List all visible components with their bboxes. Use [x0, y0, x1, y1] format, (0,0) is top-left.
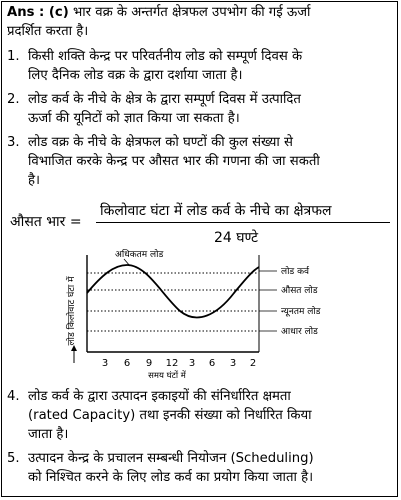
x-tick: 6 — [208, 358, 216, 369]
formula-lhs: औसत भार = — [10, 214, 82, 230]
x-tick: 12 — [165, 358, 179, 369]
point-number: 3. — [7, 135, 20, 150]
x-tick: 9 — [145, 358, 153, 369]
point-1-line-2: लिए दैनिक लोड वक्र के द्वारा दर्शाया जाता है। — [28, 68, 243, 83]
x-tick: 6 — [123, 358, 131, 369]
point-5-line-1: उत्पादन केन्द्र के प्रचालन सम्बन्धी नियोजन (Scheduling) — [28, 451, 314, 466]
point-4-line-1: लोड कर्व के द्वारा उत्पादन इकाइयों की संनिर्धारित क्षमता — [28, 389, 291, 404]
graph-xlabel: समय घंटों में — [148, 371, 186, 381]
x-tick: 3 — [229, 358, 237, 369]
answer-prefix: Ans : (c) — [7, 5, 69, 20]
point-5-line-2: को निश्चित करने के लिए लोड कर्व का प्रयोग किया जाता है। — [28, 470, 314, 485]
x-tick: 3 — [101, 358, 109, 369]
point-4-line-2: (rated Capacity) तथा इनकी संख्या को निर्धारित किया — [28, 408, 312, 423]
answer-card — [1, 1, 398, 497]
point-2-line-2: ऊर्जा की यूनिटों को ज्ञात किया जा सकता है। — [28, 111, 240, 126]
fraction-bar — [96, 222, 390, 223]
answer-intro-text: भार वक्र के अन्तर्गत क्षेत्रफल उपभोग की गई ऊर्जा — [72, 5, 311, 20]
x-tick-labels — [102, 358, 256, 369]
point-3-line-1: लोड वक्र के नीचे के क्षेत्रफल को घण्टों की कुल संख्या से — [28, 135, 293, 150]
point-number: 5. — [7, 451, 20, 466]
point-number: 1. — [7, 49, 20, 64]
x-tick: 2 — [249, 358, 257, 369]
label-average-load: औसत लोड — [281, 286, 318, 296]
label-base-load: आधार लोड — [281, 327, 318, 337]
answer-intro-line1 — [7, 4, 310, 21]
formula-denominator: 24 घण्टे — [214, 230, 259, 246]
point-4-line-3: जाता है। — [28, 427, 69, 442]
label-minimum-load: न्यूनतम लोड — [281, 307, 321, 317]
point-1-line-1: किसी शक्ति केन्द्र पर परिवर्तनीय लोड को सम्पूर्ण दिवस के — [28, 49, 303, 64]
answer-intro-line2: प्रदर्शित करता है। — [7, 24, 89, 39]
point-3-line-3: है। — [28, 173, 41, 188]
point-number: 4. — [7, 389, 20, 404]
point-3-line-2: विभाजित करके केन्द्र पर औसत भार की गणना की जा सकती — [28, 154, 320, 169]
graph-ylabel: लोड किलोवाट घंटा में — [67, 276, 77, 346]
label-load-curve: लोड कर्व — [281, 267, 310, 277]
point-number: 2. — [7, 92, 20, 107]
formula-numerator: किलोवाट घंटा में लोड कर्व के नीचे का क्षेत्रफल — [100, 203, 332, 219]
peak-label: अधिकतम लोड — [115, 250, 164, 260]
load-curve-graph — [2, 245, 397, 381]
point-2-line-1: लोड कर्व के नीचे के क्षेत्र के द्वारा सम्पूर्ण दिवस में उत्पादित — [28, 92, 301, 107]
x-tick: 3 — [188, 358, 196, 369]
